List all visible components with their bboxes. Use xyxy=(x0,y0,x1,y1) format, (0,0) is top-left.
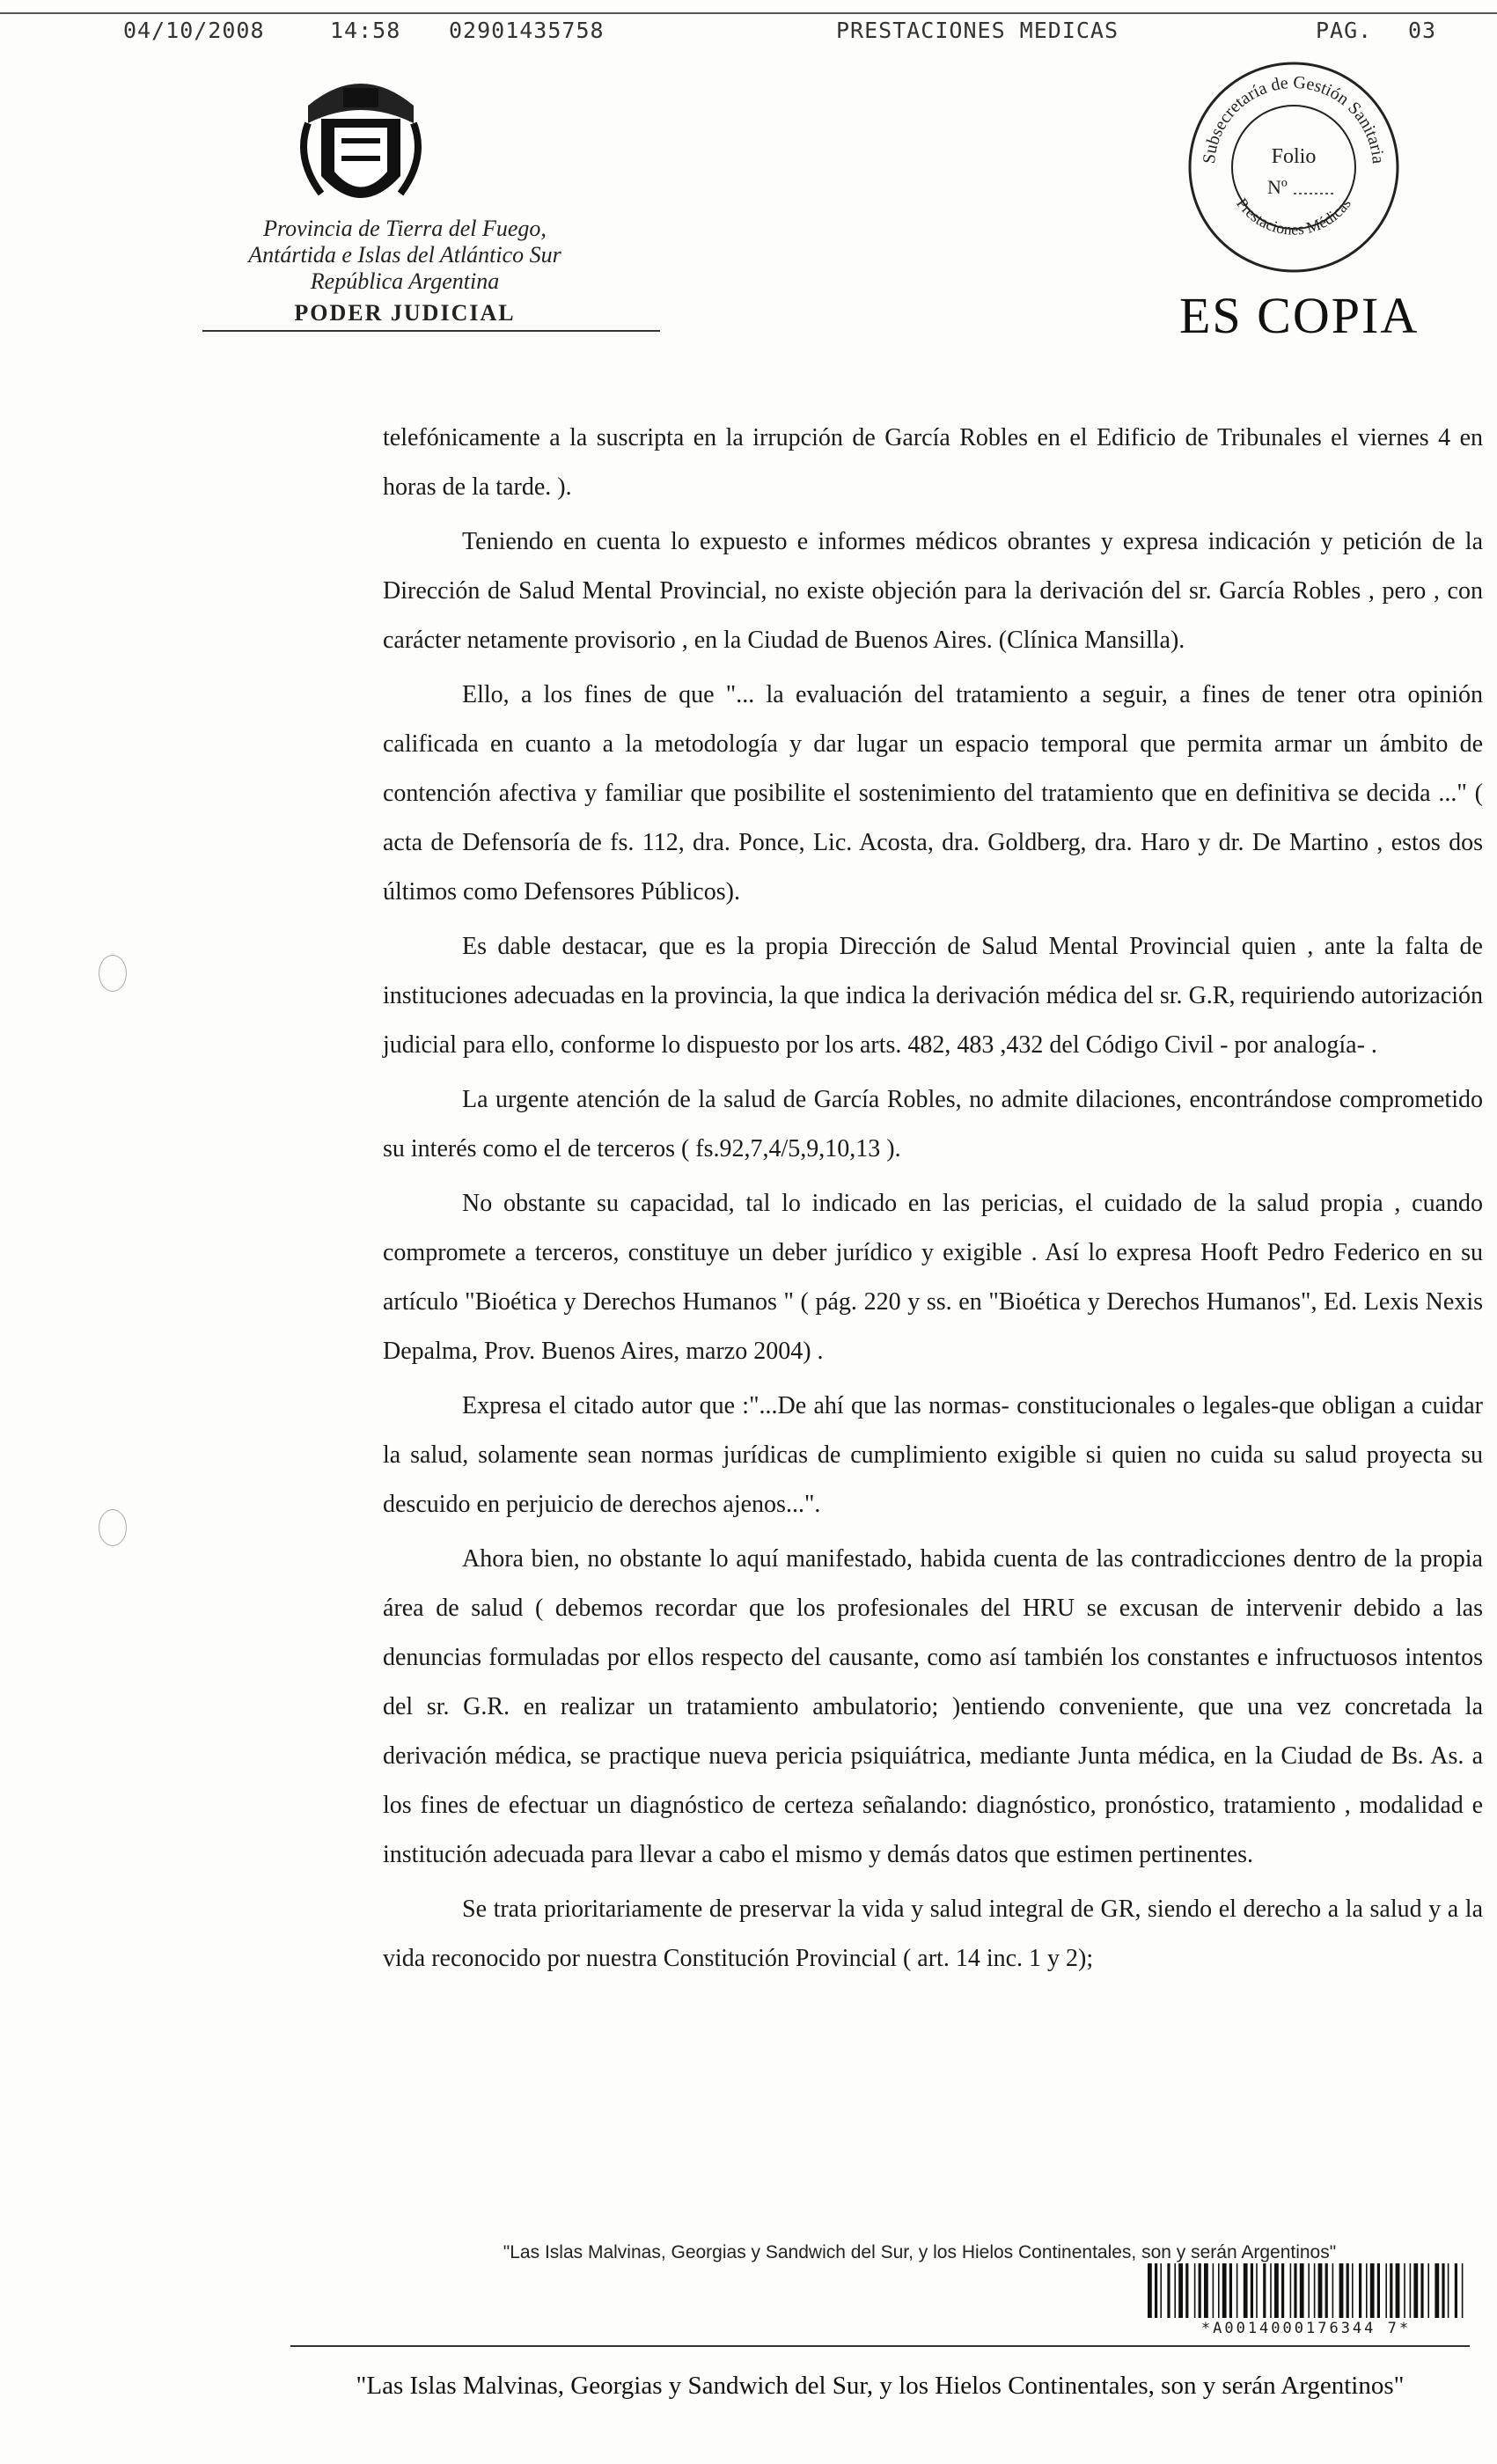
punch-hole xyxy=(99,955,127,992)
barcode xyxy=(1146,2263,1466,2318)
paragraph: Ahora bien, no obstante lo aquí manifestado, habida cuenta de las contradicciones dentro de la propia área de salud ( debemos recordar que los profesionales del HRU se excusan de intervenir debido a las denuncias formuladas por ellos respecto del causante, como así también los constantes e infructuosos intentos del sr. G.R. en realizar un tratamiento ambulatorio; )entiendo conveniente, que una vez concretada la derivación médica, se practique nueva pericia psiquiátrica, mediante Junta médica, en la Ciudad de Bs. As. a los fines de efectuar un diagnóstico de certeza señalando: diagnóstico, pronóstico, tratamiento , modalidad e institución adecuada para llevar a cabo el mismo y demás datos que estimen pertinentes. xyxy=(383,1545,1483,1868)
letterhead-antartida: Antártida e Islas del Atlántico Sur xyxy=(248,242,561,268)
svg-text:Prestaciones Médicas xyxy=(1233,194,1354,238)
letterhead xyxy=(220,216,590,326)
paragraph: Teniendo en cuenta lo expuesto e informes médicos obrantes y expresa indicación y petición de la Dirección de Salud Mental Provincial, no existe objeción para la derivación del sr. García Robles , pero , con carácter netamente provisorio , en la Ciudad de Buenos Aires. (Clínica Mansilla). xyxy=(383,528,1483,654)
letterhead-poder-judicial: PODER JUDICIAL xyxy=(294,300,516,326)
footer-motto-inner: "Las Islas Malvinas, Georgias y Sandwich del Sur, y los Hielos Continentales, son y serán Argentinos" xyxy=(503,2242,1337,2262)
barcode-number: *A0014000176344 7* xyxy=(1200,2320,1412,2337)
stamp-folio-label: Folio xyxy=(1271,145,1317,168)
letterhead-province: Provincia de Tierra del Fuego, xyxy=(263,216,547,241)
document-body xyxy=(383,414,1483,1989)
fax-sender: PRESTACIONES MEDICAS xyxy=(836,18,1119,43)
fax-page-number: 03 xyxy=(1408,18,1437,43)
paragraph: Es dable destacar, que es la propia Dirección de Salud Mental Provincial quien , ante la falta de instituciones adecuadas en la provincia, la que indica la derivación médica del sr. G.R, requiriendo autorización judicial para ello, conforme lo dispuesto por los arts. 482, 483 ,432 del Código Civil - por analogía- . xyxy=(383,933,1483,1059)
stamp-number-label: Nº xyxy=(1267,176,1288,198)
folio-stamp xyxy=(1179,53,1408,282)
fax-number: 02901435758 xyxy=(449,18,605,43)
paragraph: No obstante su capacidad, tal lo indicado en las pericias, el cuidado de la salud propia , cuando compromete a terceros, constituye un deber jurídico y exigible . Así lo expresa Hooft Pedro Federico en su artículo "Bioética y Derechos Humanos " ( pág. 220 y ss. en "Bioética y Derechos Humanos", Ed. Lexis Nexis Depalma, Prov. Buenos Aires, marzo 2004) . xyxy=(383,1190,1483,1365)
es-copia-stamp: ES COPIA xyxy=(1179,287,1420,344)
paragraph: telefónicamente a la suscripta en la irrupción de García Robles en el Edificio de Tribunales el viernes 4 en horas de la tarde. ). xyxy=(383,424,1483,501)
fax-header xyxy=(0,12,1497,51)
punch-hole xyxy=(99,1509,127,1546)
coat-of-arms-icon xyxy=(290,70,431,224)
stamp-ring-bottom: Prestaciones Médicas xyxy=(1233,194,1354,238)
letterhead-rule xyxy=(202,330,660,332)
letterhead-republica: República Argentina xyxy=(310,268,500,294)
paragraph: La urgente atención de la salud de García Robles, no admite dilaciones, encontrándose comprometido su interés como el de terceros ( fs.92,7,4/5,9,10,13 ). xyxy=(383,1086,1483,1162)
footer-rule xyxy=(290,2345,1470,2347)
stamp-ring-text: Subsecretaría de Gestión Sanitaria xyxy=(1199,72,1388,165)
fax-page-label: PAG. xyxy=(1316,18,1373,43)
paragraph: Se trata prioritariamente de preservar la vida y salud integral de GR, siendo el derecho a la salud y a la vida reconocido por nuestra Constitución Provincial ( art. 14 inc. 1 y 2); xyxy=(383,1896,1483,1972)
fax-time: 14:58 xyxy=(330,18,401,43)
paragraph: Ello, a los fines de que "... la evaluación del tratamiento a seguir, a fines de tener otra opinión calificada en cuanto a la metodología y dar lugar un espacio temporal que permita armar un ámbito de contención afectiva y familiar que posibilite el sostenimiento del tratamiento que en definitiva se decida ..." ( acta de Defensoría de fs. 112, dra. Ponce, Lic. Acosta, dra. Goldberg, dra. Haro y dr. De Martino , estos dos últimos como Defensores Públicos). xyxy=(383,681,1483,906)
paragraph: Expresa el citado autor que :"...De ahí que las normas- constitucionales o legales-que obligan a cuidar la salud, solamente sean normas jurídicas de cumplimiento exigible si quien no cuida su salud proyecta su descuido en perjuicio de derechos ajenos...". xyxy=(383,1392,1483,1518)
footer-motto-outer: "Las Islas Malvinas, Georgias y Sandwich del Sur, y los Hielos Continentales, son y serán Argentinos" xyxy=(356,2372,1405,2400)
fax-date: 04/10/2008 xyxy=(123,18,265,43)
